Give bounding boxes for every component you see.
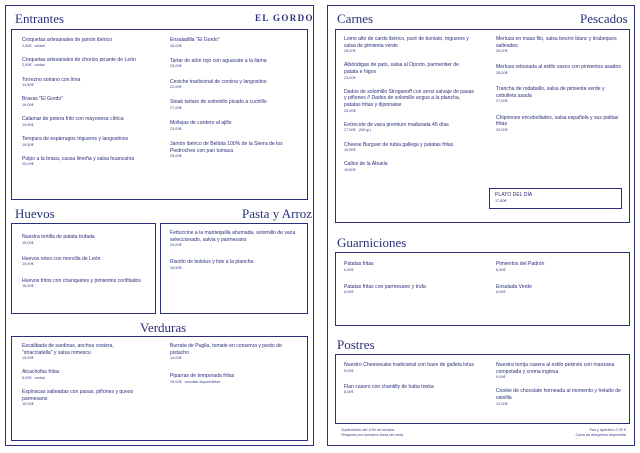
menu-item-name: Fettuccine a la mantequilla ahumada, solomillo de vaca seleccionado, salvia y parmesano <box>170 230 296 243</box>
menu-item <box>22 37 152 49</box>
menu-item-name: Croquetas artesanales de chorizo picante de León <box>22 56 136 63</box>
menu-item-price <box>496 402 624 407</box>
price-value: 26,00€ <box>496 49 508 54</box>
menu-item-name: Ensalada Verde <box>496 283 532 290</box>
menu-item-price <box>22 143 152 148</box>
menu-item-price <box>344 76 474 81</box>
price-note: (300 gr.) <box>358 128 372 133</box>
postres-right-column <box>496 362 624 415</box>
menu-item-price <box>344 290 474 295</box>
pescados-title: Pescados <box>580 11 628 26</box>
menu-item <box>22 389 137 407</box>
menu-item <box>170 120 295 132</box>
menu-item <box>170 343 295 361</box>
menu-item-name: Piparras de temporada fritas <box>170 373 235 380</box>
menu-item <box>22 256 150 268</box>
menu-item-name: Flan casero con chantilly de haba tonka <box>344 383 434 390</box>
menu-item-price <box>22 402 137 407</box>
menu-item-name: Merluza rebozada al estilo vasco con pimientos asados <box>496 64 621 71</box>
menu-item-name: Nuestro Cheesecake tradicional con base de galleta lotus <box>344 362 474 368</box>
menu-item-name: Escalibada de sardinas, anchoa costera, "stracciatella" y salsa romescu <box>22 343 114 356</box>
menu-item <box>344 384 479 396</box>
menu-item-price <box>496 49 621 54</box>
menu-item <box>22 136 152 148</box>
menu-item-price <box>496 71 621 76</box>
carnes-column <box>344 36 474 181</box>
entrantes-title: Entrantes <box>15 11 65 26</box>
menu-item-name: Nuestra tortilla de patata trufada <box>22 234 95 240</box>
menu-item <box>22 343 137 361</box>
menu-item <box>170 99 295 111</box>
price-value: 22,00€ <box>170 85 182 90</box>
menu-item <box>496 86 621 104</box>
menu-item-price <box>344 168 474 173</box>
huevos-title: Huevos <box>15 206 55 221</box>
menu-item-name: Espinacas salteadas con pasas, piñones y queso parmesano <box>22 389 134 402</box>
menu-item <box>344 161 474 173</box>
menu-item-name: Albóndigas de pato, salsa al Oporto, parmentier de patata e higos <box>344 62 459 75</box>
pasta-column <box>170 230 298 282</box>
menu-item-price <box>22 83 152 88</box>
menu-item-price <box>22 241 150 246</box>
price-value: 23,00€ <box>170 126 182 131</box>
menu-item <box>22 116 152 128</box>
menu-item-price <box>22 103 152 108</box>
footer-terraza-note: Suplemento del 10% en terraza <box>341 428 395 432</box>
price-value: 18,50€ <box>170 265 182 270</box>
price-value: 12,00€ <box>496 401 508 406</box>
price-value: 19,50€ <box>344 167 356 172</box>
plato-del-dia-price: 17,50€ <box>495 198 507 203</box>
menu-item <box>344 89 474 114</box>
menu-item-price <box>344 128 474 133</box>
price-value: 27,50€ <box>344 128 356 133</box>
menu-item-name: Trancha de rodaballo, salsa de pimienta verde y cebolleta asada <box>496 86 605 99</box>
guarniciones-title: Guarniciones <box>337 235 407 250</box>
menu-item-name: Entrecote de vaca premium madurada 45 días <box>344 121 449 128</box>
price-value: 9,00€ <box>344 368 354 373</box>
guarniciones-left-column <box>344 261 474 307</box>
menu-item <box>344 36 474 54</box>
verduras-title: Verduras <box>140 320 187 335</box>
pasta-title: Pasta y Arroz <box>242 206 313 221</box>
footer-fuera-carta-note: Pregunta por nuestros fuera de carta <box>341 433 404 438</box>
price-value: 16,00€ <box>22 284 34 289</box>
price-note: unidad <box>34 43 45 48</box>
menu-item <box>496 362 624 380</box>
menu-item <box>170 58 295 70</box>
menu-item-price <box>22 63 152 68</box>
menu-item-price <box>496 375 624 380</box>
menu-item-price <box>170 380 295 385</box>
menu-item <box>170 79 295 91</box>
menu-item-price <box>170 85 295 90</box>
entrantes-left-column <box>22 37 152 176</box>
menu-item-name: Huevos rotos con morcilla de León <box>22 255 101 262</box>
price-note: consultar disponibilidad <box>184 379 220 384</box>
menu-item-name: Callos de la Abuela <box>344 161 388 168</box>
menu-item-price <box>344 148 474 153</box>
price-value: 24,00€ <box>170 243 182 248</box>
price-value: 16,00€ <box>170 43 182 48</box>
price-value: 16,00€ <box>22 356 34 361</box>
menu-item <box>22 369 137 381</box>
menu-item-price <box>496 290 621 295</box>
menu-item-price <box>170 127 295 132</box>
menu-item-price <box>22 262 150 267</box>
price-value: 6,00€ <box>22 375 32 380</box>
menu-item-name: Steak tartare de solomillo picado a cuchillo <box>170 99 267 106</box>
price-value: 28,00€ <box>344 49 356 54</box>
menu-item-name: Croquetas artesanales de jamón ibérico <box>22 37 113 43</box>
menu-item <box>22 156 152 168</box>
menu-item-price <box>22 44 152 49</box>
menu-item-price <box>22 162 152 167</box>
menu-item-name: Ensaladilla "El Gordo" <box>170 37 220 43</box>
price-value: 15,00€ <box>170 379 182 384</box>
price-value: 19,50€ <box>22 142 34 147</box>
menu-item <box>496 261 621 273</box>
menu-item-price <box>344 109 474 114</box>
menu-item <box>344 122 474 134</box>
menu-item <box>170 373 295 385</box>
menu-item-price <box>344 369 479 374</box>
price-value: 26,00€ <box>496 70 508 75</box>
price-value: 15,00€ <box>22 262 34 267</box>
menu-item-name: Lomo alto de cardo ibérico, puré de boniato, trigueros y salsa de pimienta verde <box>344 36 469 49</box>
price-value: 14,50€ <box>22 83 34 88</box>
menu-item-name: Nuestra torrija casera al estilo pekinés con manzana compotada y crema inglesa <box>496 362 615 375</box>
footer-right <box>576 428 626 439</box>
footer-pan-note: Pan y aperitivo 2,50 € <box>589 428 626 432</box>
menu-item <box>170 259 298 271</box>
footer-left <box>341 428 403 439</box>
huevos-column <box>22 234 150 299</box>
price-value: 6,00€ <box>344 267 354 272</box>
menu-item-name: Huevos fritos con chanquetes y pimientos confitados <box>22 277 141 284</box>
guarniciones-right-column <box>496 261 621 307</box>
price-value: 2,50€ <box>22 43 32 48</box>
menu-item-name: Ceviche tradicional de corvina y langostino <box>170 78 267 85</box>
price-value: 16,00€ <box>22 102 34 107</box>
price-value: 8,00€ <box>496 290 506 295</box>
menu-item-name: Pulpo a la brasa, causa limeña y salsa huancaína <box>22 155 135 162</box>
price-value: 25,00€ <box>170 154 182 159</box>
menu-item-name: Pimientos del Padrón <box>496 261 545 267</box>
price-value: 27,00€ <box>496 99 508 104</box>
menu-item <box>22 96 152 108</box>
menu-item-name: Merluza en masa filo, salsa beurre blanc y tirabeques salteados <box>496 36 617 49</box>
menu-item <box>170 230 298 248</box>
menu-item-name: Bravas "El Gordo" <box>22 96 63 103</box>
pescados-column <box>496 36 621 143</box>
price-value: 9,00€ <box>496 375 506 380</box>
menu-item <box>22 77 152 89</box>
menu-item <box>496 64 621 76</box>
menu-item-name: Mollejas de cordero al ajillo <box>170 120 232 127</box>
menu-item <box>170 37 295 49</box>
menu-item-price <box>496 128 621 133</box>
price-value: 8,00€ <box>344 390 354 395</box>
menu-item-name: Torrezno soriano con lima <box>22 76 81 83</box>
verduras-right-column <box>170 343 295 397</box>
price-value: 25,00€ <box>344 108 356 113</box>
price-value: 23,00€ <box>344 75 356 80</box>
menu-item-name: Jamón ibérico de Bellota 100% de la Sierra de los Piedroches con pan tumaca <box>170 140 283 154</box>
price-value: 27,00€ <box>170 105 182 110</box>
price-note: unidad <box>34 375 45 380</box>
postres-left-column <box>344 362 479 406</box>
price-value: 19,50€ <box>344 148 356 153</box>
postres-title: Postres <box>337 337 375 352</box>
price-value: 14,00€ <box>170 356 182 361</box>
price-value: 23,00€ <box>496 127 508 132</box>
plato-del-dia-label: PLATO DEL DÍA <box>495 192 533 198</box>
entrantes-right-column <box>170 37 295 168</box>
brand-logo: EL GORDO <box>255 13 314 23</box>
menu-item <box>344 284 474 296</box>
price-note: unidad <box>34 63 45 68</box>
menu-item-price <box>22 284 150 289</box>
menu-item-name: Calamar de potera frito con mayonesa cítrica <box>22 116 124 123</box>
menu-item <box>496 388 624 406</box>
price-value: 25,00€ <box>22 162 34 167</box>
menu-item-price <box>170 106 295 111</box>
price-value: 15,00€ <box>22 402 34 407</box>
price-value: 2,50€ <box>22 63 32 68</box>
menu-item-name: Dados de solomillo Stroganoff con arroz salvaje de pasas y piñones // Dados de solomillo angus a la plancha, patatas fritas y dijonnaise <box>344 88 474 108</box>
menu-item-price <box>170 243 298 248</box>
verduras-left-column <box>22 343 137 416</box>
menu-item-name: Tartar de atún rojo con aguacate a la llama <box>170 57 267 64</box>
menu-item <box>344 261 474 273</box>
menu-item-price <box>496 268 621 273</box>
menu-item-price <box>170 64 295 69</box>
carnes-title: Carnes <box>337 11 374 26</box>
menu-item <box>344 62 474 80</box>
menu-item-price <box>22 376 137 381</box>
menu-item-price <box>496 99 621 104</box>
menu-item-price <box>170 266 298 271</box>
price-value: 15,00€ <box>22 240 34 245</box>
menu-item-name: Cheese Burguer de rubia gallega y patatas fritas <box>344 141 454 148</box>
menu-item-price <box>344 268 474 273</box>
menu-item-name: Patatas fritas <box>344 261 374 267</box>
menu-item <box>22 234 150 246</box>
menu-item-price <box>344 390 479 395</box>
menu-item <box>344 362 479 374</box>
menu-item-name: Cookie de chocolate horneada al momento y helado de vainilla <box>496 388 621 401</box>
menu-item-price <box>170 44 295 49</box>
price-value: 8,00€ <box>344 290 354 295</box>
menu-item <box>22 57 152 69</box>
menu-item-price <box>344 49 474 54</box>
menu-item <box>496 284 621 296</box>
price-value: 6,00€ <box>496 267 506 272</box>
menu-item-name: Chipirones encebollados, salsa española y sus patitas fritas <box>496 114 619 128</box>
menu-item-name: Burrata de Puglia, tomate en conserva y pesto de pistacho <box>170 343 282 356</box>
footer-alergenos-note: Carta de alergenos disponible <box>575 433 626 438</box>
menu-item-name: Patatas fritas con parmesano y trufa <box>344 283 426 290</box>
menu-item <box>496 115 621 133</box>
menu-item-name: Alcachofas fritas <box>22 369 60 376</box>
menu-item <box>22 278 150 290</box>
menu-item-price <box>22 123 152 128</box>
menu-item <box>344 142 474 154</box>
menu-item <box>170 141 295 159</box>
plato-del-dia-box <box>489 188 622 209</box>
price-value: 25,00€ <box>170 64 182 69</box>
menu-item-name: Risotto de boletus y foie a la plancha <box>170 259 254 266</box>
menu-item-price <box>170 356 295 361</box>
menu-item-price <box>170 154 295 159</box>
menu-item <box>496 36 621 54</box>
price-value: 19,50€ <box>22 122 34 127</box>
menu-item-price <box>22 356 137 361</box>
menu-item-name: Tempura de espárragos trigueros y langostinos <box>22 135 129 142</box>
